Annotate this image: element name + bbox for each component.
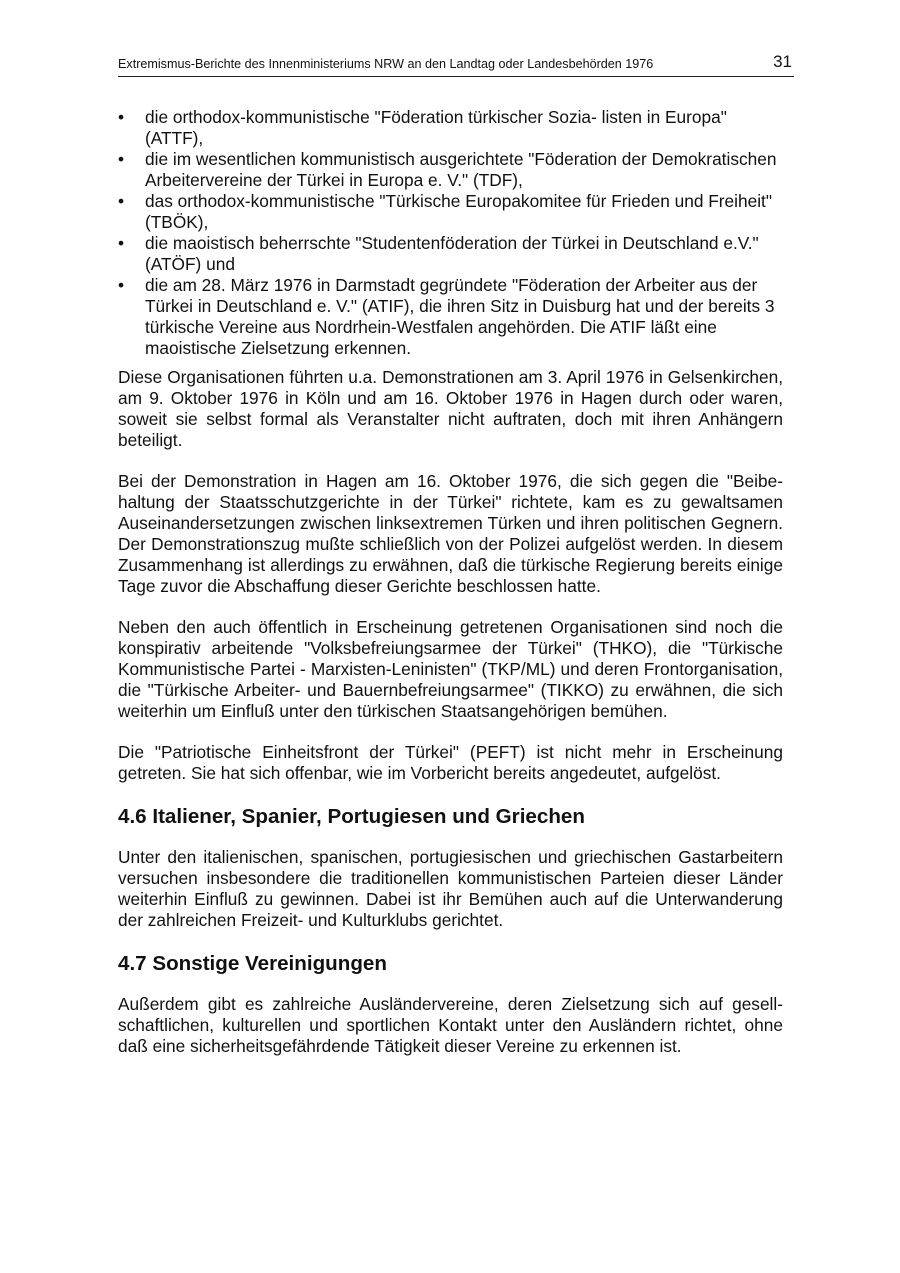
section-text-4-7: Außerdem gibt es zahlreiche Ausländervereine, deren Zielsetzung sich auf gesellschaftlichen, kulturellen und sportlichen Kontakt unter den Ausländern richtet, ohne daß eine sicherheitsgefährdende Tätigkeit dieser Vereine zu erkennen ist.	[118, 994, 783, 1056]
bullet-icon: •	[118, 149, 125, 169]
page-number: 31	[773, 52, 792, 71]
paragraph-demonstrations: Diese Organisationen führten u.a. Demonstrationen am 3. April 1976 in Gelsenkirchen, am 9. Oktober 1976 in Köln und am 16. Oktober 1976 in Hagen durch oder waren, soweit sie selbst formal als Veranstalter nicht auftraten, doch mit ihren Anhängern beteiligt.	[118, 367, 783, 450]
list-item-text: die maoistisch beherrschte "Studentenföderation der Türkei in Deutschland e.V." (ATÖF) und	[145, 233, 759, 274]
list-item-text: die im wesentlichen kommunistisch ausgerichtete "Föderation der Demokratischen Arbeitervereine der Türkei in Europa e. V." (TDF),	[145, 149, 777, 190]
bullet-icon: •	[118, 233, 125, 253]
page-header	[118, 52, 794, 77]
list-item	[118, 191, 783, 233]
paragraph-hagen: Bei der Demonstration in Hagen am 16. Oktober 1976, die sich gegen die "Beibehaltung der Staatsschutzgerichte in der Türkei" richtete, kam es zu gewaltsamen Auseinandersetzungen zwischen linksextremen Türken und ihren politischen Gegnern. Der Demonstrationszug mußte schließlich von der Polizei aufgelöst werden. In diesem Zusammenhang ist allerdings zu erwähnen, daß die türkische Regierung bereits einige Tage zuvor die Abschaffung dieser Gerichte beschlossen hatte.	[118, 471, 783, 596]
list-item	[118, 149, 783, 191]
list-item-text: die orthodox-kommunistische "Föderation türkischer Sozia- listen in Europa" (ATTF),	[145, 107, 727, 148]
list-item	[118, 233, 783, 275]
paragraph-peft: Die "Patriotische Einheitsfront der Türkei" (PEFT) ist nicht mehr in Erscheinung getreten. Sie hat sich offenbar, wie im Vorbericht bereits angedeutet, aufgelöst.	[118, 742, 783, 783]
list-item-text: das orthodox-kommunistische "Türkische Europakomitee für Frieden und Freiheit" (TBÖK),	[145, 191, 772, 232]
list-item-text: die am 28. März 1976 in Darmstadt gegründete "Föderation der Arbeiter aus der Türkei in Deutschland e. V." (ATIF), die ihren Sitz in Duisburg hat und der bereits 3 türkische Vereine aus Nordrhein-Westfalen angehörden. Die ATIF läßt eine maoistische Zielsetzung erkennen.	[145, 275, 775, 358]
section-heading-4-7: 4.7 Sonstige Vereinigungen	[118, 952, 387, 975]
bullet-icon: •	[118, 275, 125, 295]
section-heading-4-6: 4.6 Italiener, Spanier, Portugiesen und Griechen	[118, 805, 585, 828]
page-content	[118, 107, 783, 1077]
section-text-4-6: Unter den italienischen, spanischen, portugiesischen und griechischen Gastarbeitern versuchen insbesondere die traditionellen kommunistischen Parteien dieser Länder weiterhin Einfluß zu gewinnen. Dabei ist ihr Bemühen auch auf die Unterwanderung der zahlreichen Freizeit- und Kulturklubs gerichtet.	[118, 847, 783, 930]
bullet-icon: •	[118, 107, 125, 127]
organization-list	[118, 107, 783, 359]
paragraph-conspirative: Neben den auch öffentlich in Erscheinung getretenen Organisationen sind noch die konspirativ arbeitende "Volksbefreiungsarmee der Türkei" (THKO), die "Türkische Kommunistische Partei - Marxisten-Leninisten" (TKP/ML) und deren Frontorganisation, die "Türkische Arbeiter- und Bauernbefreiungsarmee" (TIKKO) zu erwähnen, die sich weiterhin um Einfluß unter den türkischen Staatsangehörigen bemühen.	[118, 617, 783, 721]
list-item	[118, 107, 783, 149]
list-item	[118, 275, 783, 359]
header-title: Extremismus-Berichte des Innenministeriums NRW an den Landtag oder Landesbehörden 1976	[118, 57, 654, 71]
bullet-icon: •	[118, 191, 125, 211]
